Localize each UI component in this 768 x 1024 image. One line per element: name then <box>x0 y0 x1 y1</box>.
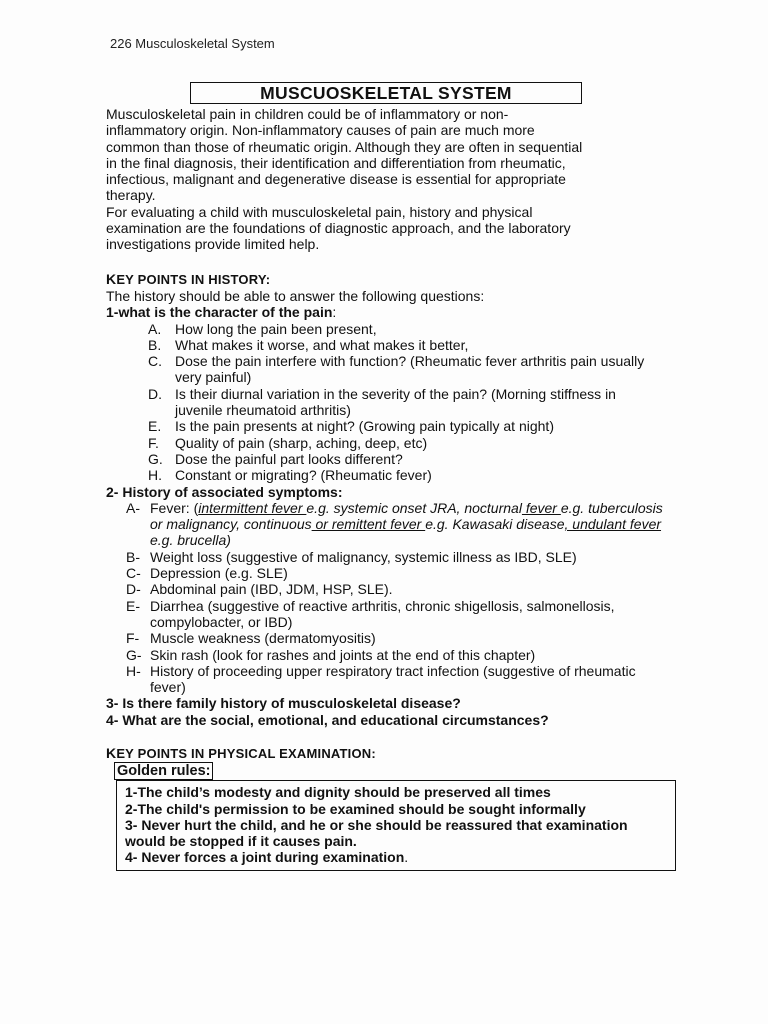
history-intro: The history should be able to answer the following questions: <box>106 287 485 304</box>
list-item: B- Weight loss (suggestive of malignancy, systemic illness as IBD, SLE) <box>126 548 577 565</box>
list-item: G- Skin rash (look for rashes and joints at the end of this chapter) <box>126 646 536 663</box>
rule-1: 1-The child’s modesty and dignity should be preserved all times <box>125 784 551 801</box>
list-item: E- Diarrhea (suggestive of reactive arthritis, chronic shigellosis, salmonellosis, compylobacter, or IBD) <box>126 597 615 630</box>
intro-paragraph-1: Musculoskeletal pain in children could be of inflammatory or non- inflammatory origin. Non-inflammatory causes of pain are much more common than those of rheumatic origin. Although they are often in sequential in the final diagnosis, their identification and differentiation from rheumatic, infectious, malignant and degenerative disease is essential for appropriate therapy. <box>106 106 583 204</box>
associated-symptoms-list <box>106 500 666 696</box>
list-item: F- Muscle weakness (dermatomyositis) <box>126 630 376 647</box>
exam-heading: KEY POINTS IN PHYSICAL EXAMINATION: <box>106 744 376 761</box>
list-item: H. Constant or migrating? (Rheumatic fever) <box>148 467 432 484</box>
list-item: H- History of proceeding upper respiratory tract infection (suggestive of rheumatic fever) <box>126 662 636 696</box>
list-item: C. Dose the pain interfere with function? (Rheumatic fever arthritis pain usually very painful) <box>148 353 645 386</box>
list-item: F. Quality of pain (sharp, aching, deep, etc) <box>148 434 428 451</box>
list-item: A. How long the pain been present, <box>148 320 377 337</box>
question-4: 4- What are the social, emotional, and educational circumstances? <box>106 711 549 728</box>
list-item: D- Abdominal pain (IBD, JDM, HSP, SLE). <box>126 581 393 598</box>
golden-rules-box <box>116 780 676 870</box>
list-item: D. Is their diurnal variation in the severity of the pain? (Morning stiffness in juvenile rheumatoid arthritis) <box>148 385 616 419</box>
rule-4: 4- Never forces a joint during examination. <box>125 849 409 866</box>
history-heading: KEY POINTS IN HISTORY: <box>106 270 271 287</box>
pain-character-list <box>106 321 666 484</box>
chapter-title: MUSCUOSKELETAL SYSTEM <box>190 82 582 104</box>
rule-2: 2-The child's permission to be examined should be sought informally <box>125 800 586 817</box>
question-2: 2- History of associated symptoms: <box>106 483 343 500</box>
list-item-fever: A- Fever: (intermittent fever e.g. systemic onset JRA, nocturnal fever e.g. tuberculosis or malignancy, continuous or remittent fever e.g. Kawasaki disease, undulant fever e.g. brucella) <box>126 499 663 549</box>
intro-paragraph-2: For evaluating a child with musculoskeletal pain, history and physical examination are the foundations of diagnostic approach, and the laboratory investigations provide limited help. <box>106 203 571 253</box>
list-item: E. Is the pain presents at night? (Growing pain typically at night) <box>148 418 554 435</box>
question-3: 3- Is there family history of musculoskeletal disease? <box>106 695 461 712</box>
golden-rules-label: Golden rules: <box>114 762 213 780</box>
list-item: B. What makes it worse, and what makes it better, <box>148 336 469 353</box>
list-item: G. Dose the painful part looks different? <box>148 450 403 467</box>
running-head: 226 Musculoskeletal System <box>110 36 275 51</box>
question-1: 1-what is the character of the pain: <box>106 304 337 321</box>
list-item: C- Depression (e.g. SLE) <box>126 565 288 582</box>
document-body <box>106 106 666 871</box>
rule-3: 3- Never hurt the child, and he or she should be reassured that examination would be stopped if it causes pain. <box>125 816 628 850</box>
